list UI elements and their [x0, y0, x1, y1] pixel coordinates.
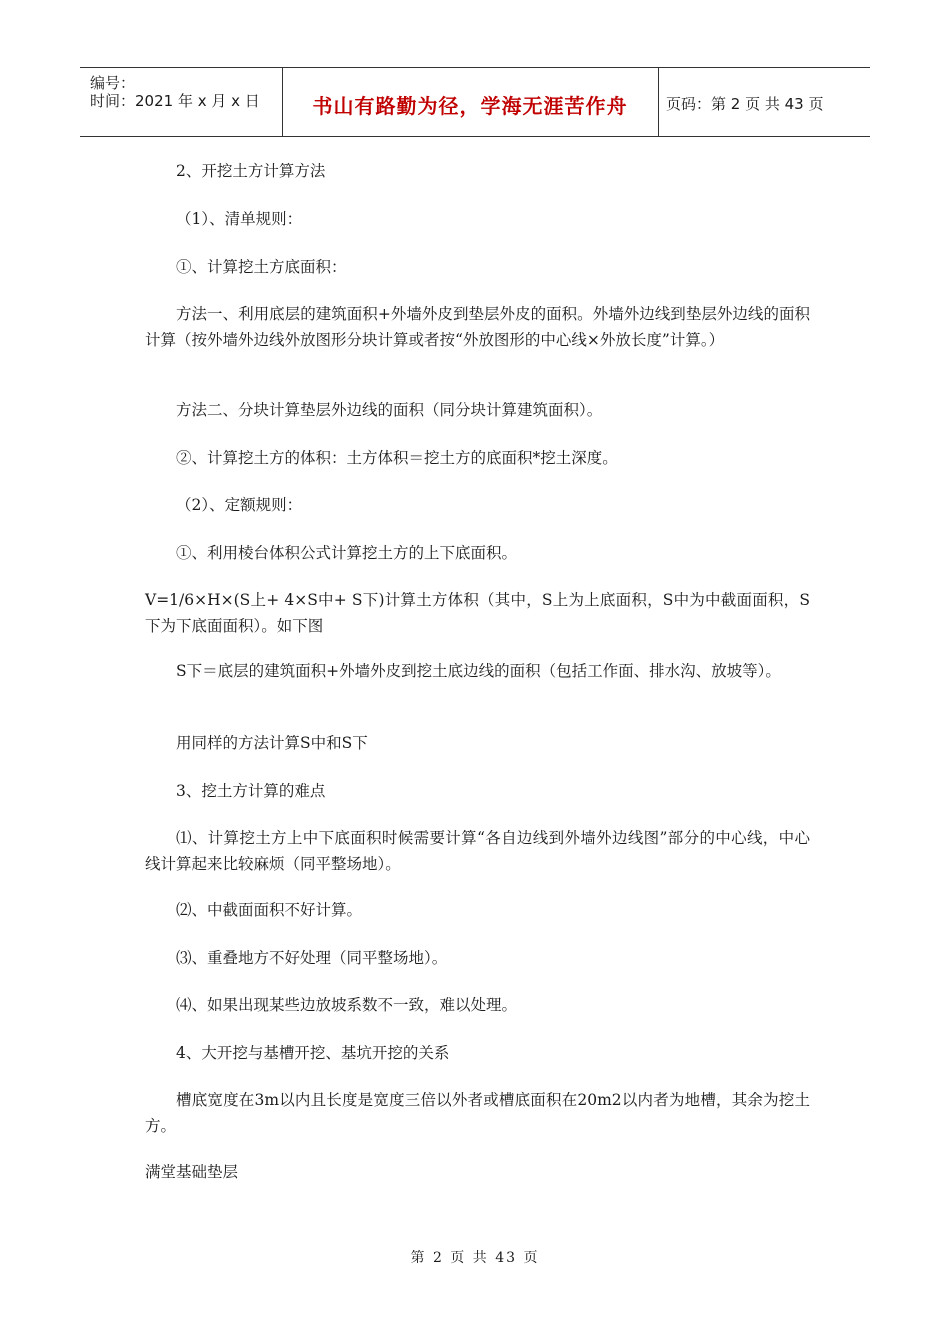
paragraph: ①、计算挖土方底面积： [176, 258, 347, 276]
paragraph: ⑵、中截面面积不好计算。 [176, 901, 363, 919]
paragraph: ②、计算挖土方的体积：土方体积＝挖土方的底面积*挖土深度。 [176, 449, 618, 467]
paragraph: S下＝底层的建筑面积+外墙外皮到挖土底边线的面积（包括工作面、排水沟、放坡等）。 [176, 662, 781, 680]
formula-paragraph: V=1/6×H×(S上+ 4×S中+ S下)计算土方体积（其中，S上为上底面积，S中为中截面面积，S下为下底面面积）。如下图 [145, 591, 810, 635]
motto: 书山有路勤为径，学海无涯苦作舟 [312, 94, 628, 118]
paragraph: ①、利用棱台体积公式计算挖土方的上下底面积。 [176, 544, 518, 562]
section-heading: 4、大开挖与基槽开挖、基坑开挖的关系 [176, 1044, 450, 1062]
page-info: 页码：第 2 页 共 43 页 [666, 95, 824, 113]
page-footer: 第 2 页 共 43 页 [410, 1250, 540, 1266]
subsection-heading: （1）、清单规则： [176, 210, 303, 228]
section-heading: 2、开挖土方计算方法 [176, 162, 326, 180]
number-label: 编号： [90, 74, 136, 92]
subsection-heading: （2）、定额规则： [176, 496, 303, 514]
paragraph: ⑷、如果出现某些边放坡系数不一致，难以处理。 [176, 996, 518, 1014]
header-motto-cell [282, 68, 659, 136]
paragraph: 用同样的方法计算S中和S下 [176, 734, 368, 752]
header-page-cell [658, 68, 870, 136]
paragraph: ⑶、重叠地方不好处理（同平整场地）。 [176, 949, 448, 967]
paragraph: 方法二、分块计算垫层外边线的面积（同分块计算建筑面积）。 [176, 401, 603, 419]
page-header [80, 67, 870, 137]
paragraph: 槽底宽度在3m以内且长度是宽度三倍以外者或槽底面积在20m2以内者为地槽，其余为挖土方。 [145, 1091, 810, 1135]
paragraph: 方法一、利用底层的建筑面积+外墙外皮到垫层外皮的面积。外墙外边线到垫层外边线的面积计算（按外墙外边线外放图形分块计算或者按“外放图形的中心线×外放长度”计算。） [145, 305, 810, 349]
header-meta [80, 68, 283, 136]
paragraph: ⑴、计算挖土方上中下底面积时候需要计算“各自边线到外墙外边线图”部分的中心线，中心线计算起来比较麻烦（同平整场地）。 [145, 829, 810, 873]
paragraph: 满堂基础垫层 [145, 1163, 239, 1181]
time-label: 时间：2021 年 x 月 x 日 [90, 92, 260, 110]
section-heading: 3、挖土方计算的难点 [176, 782, 326, 800]
